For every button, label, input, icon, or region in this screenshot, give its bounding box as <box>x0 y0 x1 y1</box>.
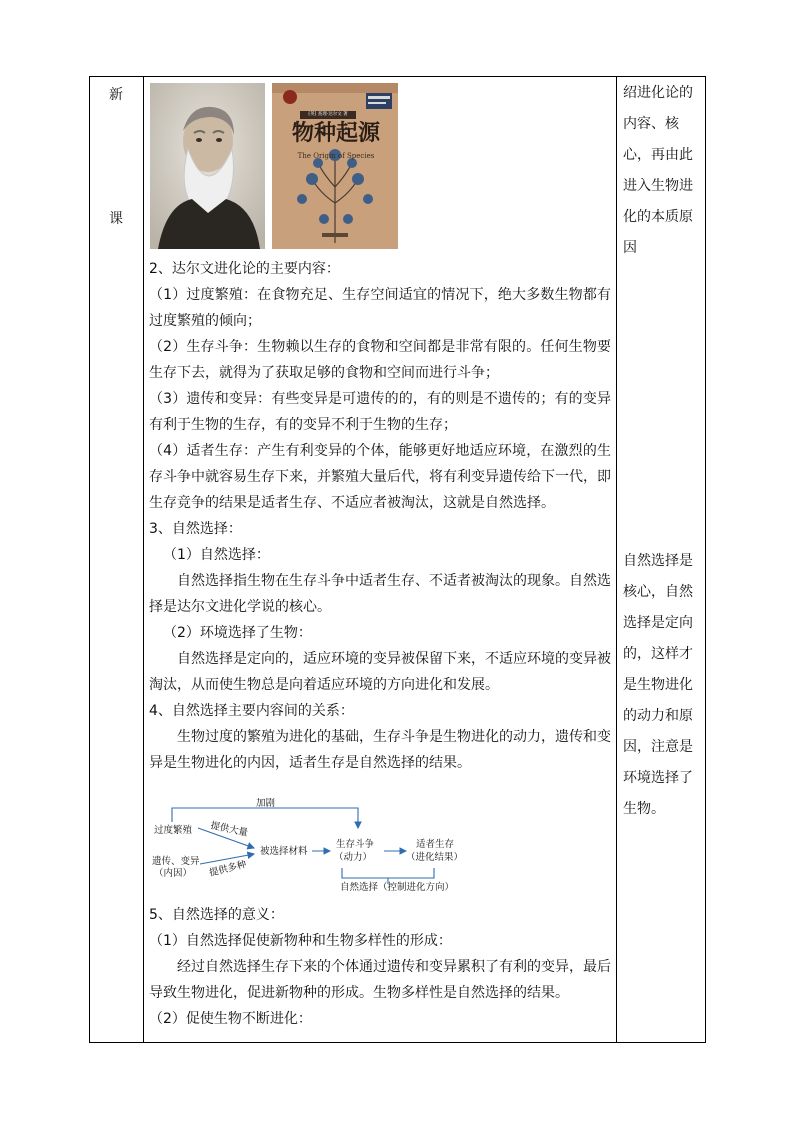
sub-heading-natural-selection: （1）自然选择： <box>163 547 270 563</box>
table-divider-2 <box>616 76 617 1043</box>
note-natural-selection: 自然选择是核心，自然选择是定向的，这样才是生物进化的动力和原因，注意是环境选择了生物。 <box>623 553 693 817</box>
label-provide-varied: 提供多种 <box>208 859 248 879</box>
section-label-char-1: 新 <box>109 87 123 103</box>
heading-relationship: 4、自然选择主要内容间的关系： <box>149 703 354 719</box>
label-motive: （动力） <box>334 852 373 863</box>
label-selected-material: 被选择材料 <box>260 846 308 857</box>
book-subtitle: The Origin of Species <box>297 152 375 160</box>
table-top-border <box>89 76 706 77</box>
table-divider-1 <box>143 76 144 1043</box>
book-title: 物种起源 <box>291 120 380 146</box>
label-internal-cause: （内因） <box>154 868 193 879</box>
sub-heading-environment: （2）环境选择了生物： <box>163 625 312 641</box>
point-heredity-variation: （3）遗传和变异：有些变异是可遗传的的，有的则是不遗传的；有的变异有利于生物的生存，有的变异不利于生物的生存； <box>149 391 611 433</box>
label-heredity-variation: 遗传、变异 <box>152 856 200 867</box>
heading-darwin-theory: 2、达尔文进化论的主要内容： <box>149 261 340 277</box>
heading-significance: 5、自然选择的意义： <box>149 907 284 923</box>
label-evolution-result: （进化结果） <box>406 852 464 863</box>
heading-natural-selection: 3、自然选择： <box>149 521 242 537</box>
label-overproduction: 过度繁殖 <box>154 825 193 836</box>
main-content-continued <box>149 902 611 1032</box>
table-right-border <box>705 76 706 1043</box>
relationship-explanation: 生物过度的繁殖为进化的基础，生存斗争是生物进化的动力，遗传和变异是生物进化的内因，适者生存是自然选择的结果。 <box>149 729 611 771</box>
label-natural-selection: 自然选择（控制进化方向） <box>340 882 455 893</box>
environment-explanation: 自然选择是定向的，适应环境的变异被保留下来，不适应环境的变异被淘汰，从而使生物总是向着适应环境的方向进化和发展。 <box>149 651 611 693</box>
natural-selection-definition: 自然选择指生物在生存斗争中适者生存、不适者被淘汰的现象。自然选择是达尔文进化学说的核心。 <box>149 573 611 615</box>
point-overproduction: （1）过度繁殖：在食物充足、生存空间适宜的情况下，绝大多数生物都有过度繁殖的倾向； <box>149 287 611 329</box>
label-provide-large: 提供大量 <box>209 820 249 839</box>
natural-selection-diagram <box>150 798 480 902</box>
table-left-border <box>89 76 90 1043</box>
note-evolution-intro: 绍进化论的内容、核心，再由此进入生物进化的本质原因 <box>623 85 693 256</box>
significance-point-1: （1）自然选择促使新物种和生物多样性的形成： <box>149 933 452 949</box>
section-label-char-2: 课 <box>109 211 123 227</box>
significance-point-2: （2）促使生物不断进化： <box>149 1011 312 1027</box>
book-author: [英] 查理·达尔文 著 <box>308 112 348 117</box>
significance-explanation: 经过自然选择生存下来的个体通过遗传和变异累积了有利的变异，最后导致生物进化，促进新物种的形成。生物多样性是自然选择的结果。 <box>149 959 611 1001</box>
point-struggle: （2）生存斗争：生物赖以生存的食物和空间都是非常有限的。任何生物要生存下去，就得为了获取足够的食物和空间而进行斗争； <box>149 339 611 381</box>
label-intensify: 加剧 <box>256 798 276 809</box>
table-bottom-border <box>89 1042 706 1043</box>
main-content <box>149 256 611 776</box>
book-cover-image <box>272 83 398 249</box>
label-survival-fittest: 适者生存 <box>416 839 455 850</box>
label-struggle: 生存斗争 <box>336 839 375 850</box>
darwin-portrait-image <box>150 83 265 249</box>
point-survival-fittest: （4）适者生存：产生有利变异的个体，能够更好地适应环境，在激烈的生存斗争中就容易生存下来，并繁殖大量后代，将有利变异遗传给下一代，即生存竞争的结果是适者生存、不适应者被淘汰，这就是自然选择。 <box>149 443 611 511</box>
